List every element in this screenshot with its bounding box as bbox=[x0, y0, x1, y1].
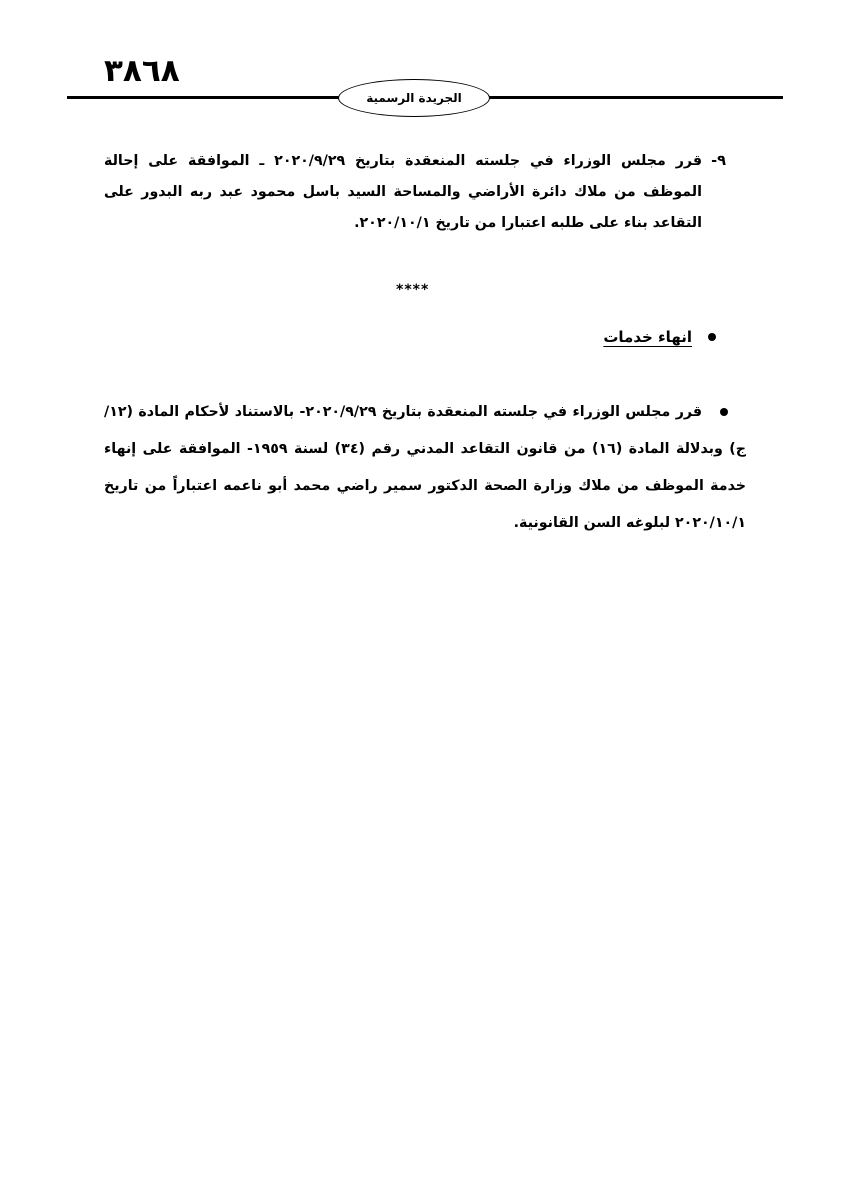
section-heading bbox=[603, 328, 716, 346]
publication-title: الجريدة الرسمية bbox=[366, 91, 462, 105]
service-end-text: قرر مجلس الوزراء في جلسته المنعقدة بتاريخ ٢٠٢٠/٩/٢٩- بالاستناد لأحكام المادة (١٢/ج) وبدلالة المادة (١٦) من قانون التقاعد المدني رقم (٣٤) لسنة ١٩٥٩- الموافقة على إنهاء خدمة الموظف من ملاك وزارة الصحة الدكتور سمير راضي محمد أبو ناعمه اعتباراً من تاريخ ٢٠٢٠/١٠/١ لبلوغه السن القانونية. bbox=[104, 404, 746, 531]
bullet-icon bbox=[708, 333, 716, 341]
item-9-number: ٩- bbox=[711, 153, 726, 169]
item-9-text: قرر مجلس الوزراء في جلسته المنعقدة بتاريخ ٢٠٢٠/٩/٢٩ ـ الموافقة على إحالة الموظف من ملاك دائرة الأراضي والمساحة السيد باسل محمود عبد ربه البدور على التقاعد بناء على طلبه اعتبارا من تاريخ ٢٠٢٠/١٠/١. bbox=[104, 153, 702, 231]
publication-title-oval bbox=[338, 79, 490, 117]
section-heading-label: انهاء خدمات bbox=[603, 328, 692, 346]
page-number: ٣٨٦٨ bbox=[104, 53, 180, 89]
section-separator: **** bbox=[396, 282, 430, 298]
